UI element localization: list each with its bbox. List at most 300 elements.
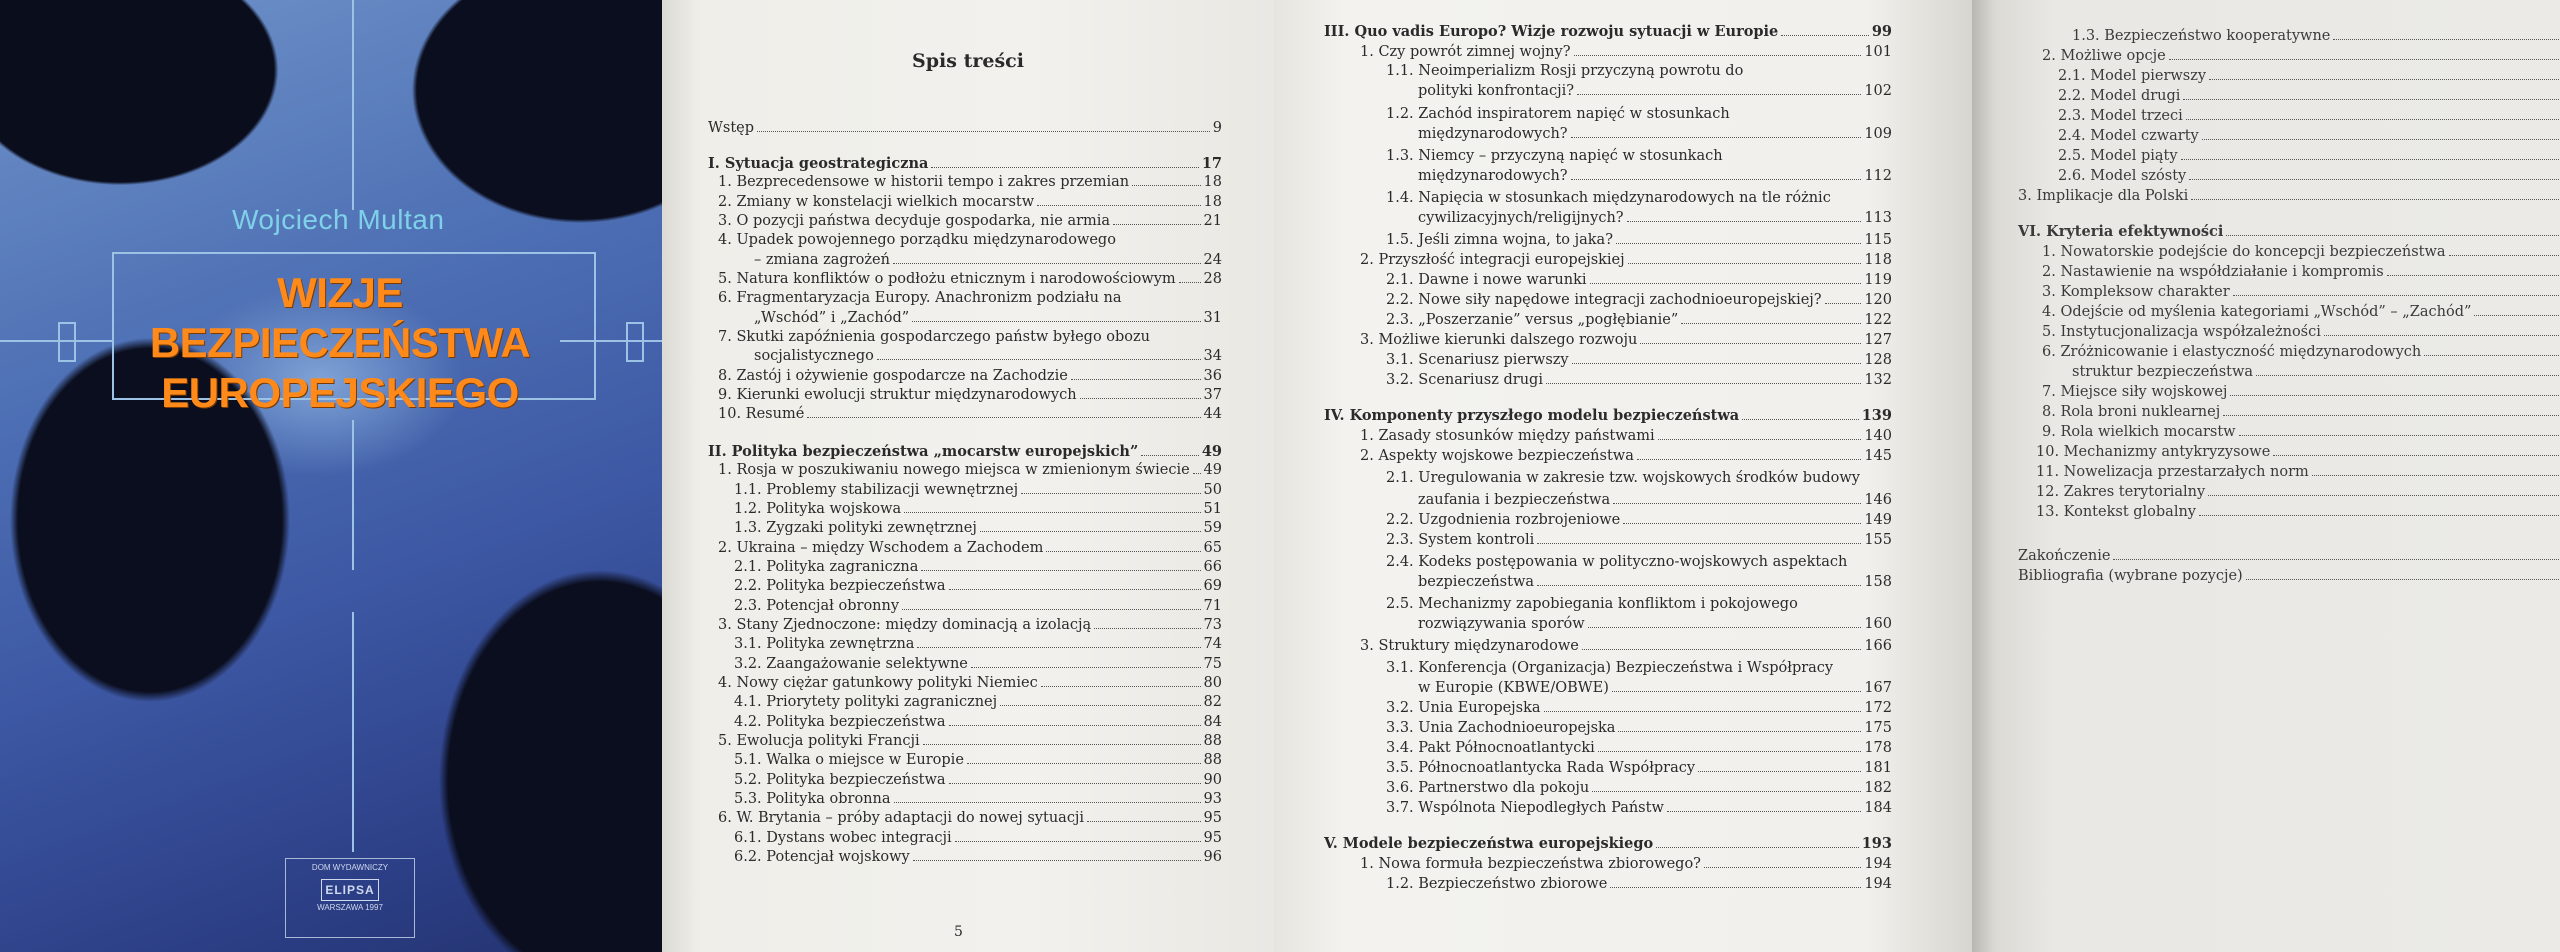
toc-entry	[718, 287, 1222, 306]
toc-leader-dots	[980, 531, 1201, 532]
toc-entry	[734, 556, 1222, 575]
toc-entry	[1386, 60, 1892, 79]
toc-entry-text: 6.2. Potencjał wojskowy	[734, 849, 910, 865]
toc-entry	[734, 498, 1222, 517]
toc-leader-dots	[757, 131, 1210, 132]
toc-entry-page: 75	[1203, 656, 1222, 672]
toc-entry-page: 74	[1203, 636, 1222, 652]
toc-entry-text: 2.3. Potencjał obronny	[734, 598, 900, 614]
toc-entry-text: 1.3. Zygzaki polityki zewnętrznej	[734, 520, 977, 536]
toc-entry	[1324, 405, 1892, 424]
toc-leader-dots	[2169, 59, 2560, 60]
toc-entry-text: 3.2. Unia Europejska	[1386, 700, 1541, 716]
toc-entry	[2058, 145, 2560, 164]
toc-leader-dots	[1612, 691, 1861, 692]
toc-entry	[1386, 187, 1892, 206]
toc-leader-dots	[921, 570, 1200, 571]
toc-entry	[1386, 873, 1892, 892]
toc-leader-dots	[2181, 159, 2560, 160]
toc-entry	[1386, 269, 1892, 288]
toc-entry	[718, 459, 1222, 478]
toc-entry-text: międzynarodowych?	[1418, 126, 1568, 142]
toc-entry-text: III. Quo vadis Europo? Wizje rozwoju sytuacji w Europie	[1324, 23, 1779, 40]
toc-entry-page: 49	[1201, 443, 1222, 460]
toc-entry	[734, 691, 1222, 710]
toc-leader-dots	[923, 744, 1201, 745]
toc-entry	[2036, 481, 2560, 500]
toc-entry-text: 2. Ukraina – między Wschodem a Zachodem	[718, 540, 1044, 556]
toc-entry	[2058, 85, 2560, 104]
toc-entry	[718, 614, 1222, 633]
toc-entry-text: 3. Implikacje dla Polski	[2018, 188, 2189, 204]
toc-leader-dots	[1193, 473, 1201, 474]
toc-entry	[2072, 361, 2560, 380]
toc-entry	[1386, 369, 1892, 388]
toc-entry-text: 8. Zastój i ożywienie gospodarcze na Zachodzie	[718, 368, 1068, 384]
toc-entry-page: 140	[1864, 428, 1892, 444]
toc-entry-page: 172	[1864, 700, 1892, 716]
toc-entry-page: 101	[1864, 44, 1892, 60]
publisher-logo: ELIPSA	[321, 879, 379, 901]
toc-leader-dots	[971, 667, 1201, 668]
toc-leader-dots	[1572, 363, 1862, 364]
toc-leader-dots	[1582, 649, 1861, 650]
toc-entry-page: 122	[1864, 312, 1892, 328]
toc-entry	[2072, 25, 2560, 44]
toc-entry-page: 31	[1203, 310, 1222, 326]
toc-entry	[718, 807, 1222, 826]
toc-leader-dots	[1179, 282, 1201, 283]
toc-entry-page: 112	[1864, 168, 1892, 184]
toc-entry-text: 2. Nastawienie na współdziałanie i kompromis	[2042, 264, 2384, 280]
toc-entry	[718, 537, 1222, 556]
toc-entry-text: 2.2. Uzgodnienia rozbrojeniowe	[1386, 512, 1621, 528]
toc-leader-dots	[904, 512, 1200, 513]
toc-entry-page: 21	[1203, 213, 1222, 229]
toc-leader-dots	[1658, 439, 1862, 440]
toc-entry	[1386, 349, 1892, 368]
toc-entry-page: 139	[1861, 407, 1892, 424]
toc-entry-text: 6. Zróżnicowanie i elastyczność międzynarodowych	[2042, 344, 2422, 360]
cover-line-v1	[352, 0, 354, 210]
toc-entry-page: 24	[1203, 252, 1222, 268]
toc-entry-text: 8. Rola broni nuklearnej	[2042, 404, 2221, 420]
toc-entry-text: Zakończenie	[2018, 548, 2111, 564]
toc-entry-text: 1. Bezprecedensowe w historii tempo i zakres przemian	[718, 174, 1130, 190]
toc-entry	[718, 730, 1222, 749]
toc-entry	[1386, 289, 1892, 308]
toc-entry-text: 4.1. Priorytety polityki zagranicznej	[734, 694, 998, 710]
cover-line-v3	[352, 612, 354, 852]
toc-entry	[734, 595, 1222, 614]
toc-entry-text: II. Polityka bezpieczeństwa „mocarstw europejskich”	[708, 443, 1139, 460]
toc-entry-text: 9. Rola wielkich mocarstw	[2042, 424, 2236, 440]
toc-leader-dots	[2230, 395, 2560, 396]
toc-entry	[718, 229, 1222, 248]
toc-entry-text: 2. Możliwe opcje	[2042, 48, 2166, 64]
toc-entry-text: bezpieczeństwa	[1418, 574, 1535, 590]
toc-leader-dots	[2189, 179, 2560, 180]
toc-leader-dots	[949, 589, 1201, 590]
toc-leader-dots	[1021, 493, 1200, 494]
toc-entry-text: – zmiana zagrożeń	[754, 252, 890, 268]
toc-entry-text: Bibliografia (wybrane pozycje)	[2018, 568, 2243, 584]
toc-entry	[1386, 229, 1892, 248]
toc-leader-dots	[2312, 475, 2560, 476]
toc-entry-text: 4. Odejście od myślenia kategoriami „Wschód” – „Zachód”	[2042, 304, 2472, 320]
cover-line-v2	[352, 420, 354, 570]
toc-entry-text: 2. Zmiany w konstelacji wielkich mocarstw	[718, 194, 1035, 210]
toc-entry-text: międzynarodowych?	[1418, 168, 1568, 184]
toc-entry	[734, 749, 1222, 768]
toc-leader-dots	[2183, 99, 2560, 100]
toc-entry-text: 3. Możliwe kierunki dalszego rozwoju	[1360, 332, 1638, 348]
toc-entry-page: 51	[1203, 501, 1222, 517]
toc-entry	[1386, 697, 1892, 716]
toc-entry-text: cywilizacyjnych/religijnych?	[1418, 210, 1624, 226]
toc-entry-text: 10. Mechanizmy antykryzysowe	[2036, 444, 2271, 460]
toc-title: Spis treści	[912, 50, 1024, 72]
toc-entry-page: 194	[1864, 856, 1892, 872]
toc-entry	[734, 517, 1222, 536]
toc-leader-dots	[1132, 185, 1200, 186]
cover-line-h1	[0, 340, 112, 342]
toc-entry	[718, 171, 1222, 190]
toc-entry	[1386, 797, 1892, 816]
toc-entry-page: 102	[1864, 83, 1892, 99]
toc-entry-page: 160	[1864, 616, 1892, 632]
toc-entry	[754, 307, 1222, 326]
toc-entry-page: 9	[1212, 120, 1222, 136]
toc-leader-dots	[2256, 375, 2560, 376]
toc-page-far	[1972, 0, 2560, 952]
toc-leader-dots	[949, 783, 1201, 784]
toc-entry-page: 95	[1203, 810, 1222, 826]
toc-entry	[734, 769, 1222, 788]
toc-entry-page: 182	[1864, 780, 1892, 796]
toc-entry-page: 120	[1864, 292, 1892, 308]
toc-entry	[734, 711, 1222, 730]
toc-leader-dots	[1623, 523, 1861, 524]
cover-author: Wojciech Multan	[232, 204, 445, 235]
toc-leader-dots	[1610, 887, 1861, 888]
toc-entry-text: 2.5. Mechanizmy zapobiegania konfliktom i pokojowego	[1386, 596, 1798, 612]
toc-entry	[1418, 571, 1892, 590]
toc-entry-text: 3.7. Wspólnota Niepodległych Państw	[1386, 800, 1664, 816]
toc-leader-dots	[2474, 315, 2560, 316]
toc-entry-page: 184	[1864, 800, 1892, 816]
toc-entry	[1360, 635, 1892, 654]
toc-entry-page: 93	[1203, 791, 1222, 807]
toc-leader-dots	[1698, 771, 1861, 772]
toc-entry-text: 3. Kompleksow charakter	[2042, 284, 2230, 300]
toc-leader-dots	[2191, 199, 2560, 200]
toc-entry	[718, 403, 1222, 422]
toc-entry-text: 1.1. Neoimperializm Rosji przyczyną powrotu do	[1386, 63, 1744, 79]
toc-entry	[1418, 207, 1892, 226]
toc-entry	[2042, 45, 2560, 64]
toc-entry-text: 1. Nowa formuła bezpieczeństwa zbiorowego?	[1360, 856, 1701, 872]
toc-leader-dots	[1537, 585, 1861, 586]
toc-leader-dots	[1577, 94, 1861, 95]
toc-entry	[2042, 381, 2560, 400]
toc-entry-text: „Wschód” i „Zachód”	[754, 310, 910, 326]
toc-entry-text: IV. Komponenty przyszłego modelu bezpieczeństwa	[1324, 407, 1740, 424]
toc-entry	[718, 326, 1222, 345]
toc-entry-text: struktur bezpieczeństwa	[2072, 364, 2254, 380]
toc-leader-dots	[2208, 495, 2560, 496]
toc-entry-text: 2.4. Kodeks postępowania w polityczno-wojskowych aspektach	[1386, 554, 1848, 570]
toc-entry-page: 127	[1864, 332, 1892, 348]
toc-leader-dots	[949, 725, 1201, 726]
toc-entry	[1386, 467, 1892, 486]
toc-entry-text: 2.6. Model szósty	[2058, 168, 2187, 184]
cover-title	[100, 268, 580, 418]
toc-entry-text: I. Sytuacja geostrategiczna	[708, 155, 929, 172]
toc-leader-dots	[1592, 791, 1861, 792]
toc-entry	[2042, 321, 2560, 340]
toc-entry	[2058, 105, 2560, 124]
toc-entry-page: 84	[1203, 714, 1222, 730]
toc-entry	[2018, 221, 2560, 240]
toc-entry-text: 10. Resumé	[718, 406, 805, 422]
toc-entry-text: 2.2. Nowe siły napędowe integracji zachodnioeuropejskiej?	[1386, 292, 1822, 308]
toc-entry-page: 88	[1203, 752, 1222, 768]
toc-entry-text: 2.1. Dawne i nowe warunki	[1386, 272, 1587, 288]
publisher-top: DOM WYDAWNICZY	[311, 863, 389, 872]
toc-entry-page: 44	[1203, 406, 1222, 422]
toc-entry	[2018, 545, 2560, 564]
toc-entry	[1386, 309, 1892, 328]
toc-entry-text: 1. Zasady stosunków między państwami	[1360, 428, 1655, 444]
toc-entry	[1324, 21, 1892, 40]
toc-entry-text: 7. Miejsce siły wojskowej	[2042, 384, 2228, 400]
toc-entry-text: 1.3. Niemcy – przyczyną napięć w stosunkach	[1386, 148, 1723, 164]
toc-entry-page: 178	[1864, 740, 1892, 756]
toc-entry	[708, 117, 1222, 136]
toc-entry-text: 1.3. Bezpieczeństwo kooperatywne	[2072, 28, 2331, 44]
toc-leader-dots	[1616, 243, 1861, 244]
page-number: 5	[954, 924, 963, 940]
cover-title-line-3: EUROPEJSKIEGO	[161, 369, 519, 416]
toc-entry-page: 194	[1864, 876, 1892, 892]
toc-entry-text: 1.4. Napięcia w stosunkach międzynarodowych na tle różnic	[1386, 190, 1831, 206]
publisher-bottom: WARSZAWA 1997	[317, 903, 383, 912]
cover-frame-small-right	[626, 322, 644, 362]
toc-entry	[734, 575, 1222, 594]
toc-entry-text: 12. Zakres terytorialny	[2036, 484, 2206, 500]
toc-entry	[1386, 145, 1892, 164]
toc-entry	[1386, 509, 1892, 528]
toc-entry	[1360, 445, 1892, 464]
toc-entry-page: 167	[1864, 680, 1892, 696]
toc-entry-text: 2.4. Model czwarty	[2058, 128, 2199, 144]
toc-entry-text: 1.5. Jeśli zimna wojna, to jaka?	[1386, 232, 1613, 248]
toc-entry-text: 2.1. Model pierwszy	[2058, 68, 2207, 84]
toc-leader-dots	[1742, 419, 1859, 420]
toc-entry-page: 166	[1864, 638, 1892, 654]
toc-leader-dots	[1613, 503, 1861, 504]
toc-entry	[708, 153, 1222, 172]
toc-entry-text: 1. Rosja w poszukiwaniu nowego miejsca w zmienionym świecie	[718, 462, 1190, 478]
toc-entry	[754, 249, 1222, 268]
toc-leader-dots	[1000, 705, 1200, 706]
toc-entry-page: 49	[1203, 462, 1222, 478]
toc-entry-text: 3. Struktury międzynarodowe	[1360, 638, 1579, 654]
toc-leader-dots	[1046, 551, 1200, 552]
toc-entry-page: 18	[1203, 174, 1222, 190]
toc-entry	[1386, 657, 1892, 676]
toc-entry-text: 6. Fragmentaryzacja Europy. Anachronizm podziału na	[718, 290, 1122, 306]
toc-leader-dots	[1041, 686, 1201, 687]
toc-entry-page: 50	[1203, 482, 1222, 498]
toc-entry-text: 2.1. Uregulowania w zakresie tzw. wojskowych środków budowy	[1386, 470, 1860, 486]
toc-entry	[718, 268, 1222, 287]
toc-entry-text: 3.1. Scenariusz pierwszy	[1386, 352, 1569, 368]
toc-entry	[718, 365, 1222, 384]
toc-entry-text: 7. Skutki zapóźnienia gospodarczego państw byłego obozu	[718, 329, 1151, 345]
toc-leader-dots	[894, 802, 1201, 803]
toc-entry	[734, 827, 1222, 846]
toc-leader-dots	[2223, 415, 2560, 416]
toc-entry-text: 4. Nowy ciężar gatunkowy polityki Niemiec	[718, 675, 1038, 691]
toc-entry-text: 9. Kierunki ewolucji struktur międzynarodowych	[718, 387, 1077, 403]
toc-entry-text: 3.2. Zaangażowanie selektywne	[734, 656, 968, 672]
toc-leader-dots	[1590, 283, 1862, 284]
book-cover	[0, 0, 662, 952]
toc-leader-dots	[1667, 811, 1861, 812]
toc-entry-page: 158	[1864, 574, 1892, 590]
toc-entry-page: 66	[1203, 559, 1222, 575]
toc-entry-text: 1. Czy powrót zimnej wojny?	[1360, 44, 1571, 60]
toc-entry-text: 2.2. Polityka bezpieczeństwa	[734, 578, 946, 594]
toc-entry	[2036, 461, 2560, 480]
toc-entry	[1324, 833, 1892, 852]
toc-entry	[2042, 261, 2560, 280]
toc-entry	[2018, 565, 2560, 584]
toc-entry-page: 36	[1203, 368, 1222, 384]
toc-entry-text: 3. Stany Zjednoczone: między dominacją a izolacją	[718, 617, 1092, 633]
toc-leader-dots	[955, 841, 1201, 842]
toc-entry-page: 17	[1201, 155, 1222, 172]
toc-entry-text: 2.1. Polityka zagraniczna	[734, 559, 919, 575]
toc-leader-dots	[1037, 205, 1200, 206]
toc-entry-page: 149	[1864, 512, 1892, 528]
toc-entry-page: 132	[1864, 372, 1892, 388]
toc-leader-dots	[2226, 235, 2560, 236]
toc-entry	[2042, 241, 2560, 260]
toc-leader-dots	[1825, 303, 1862, 304]
toc-entry-text: 3.5. Północnoatlantycka Rada Współpracy	[1386, 760, 1696, 776]
toc-entry-page: 88	[1203, 733, 1222, 749]
toc-entry	[1418, 165, 1892, 184]
toc-leader-dots	[2449, 255, 2560, 256]
toc-leader-dots	[1704, 867, 1861, 868]
toc-entry	[718, 672, 1222, 691]
toc-entry-page: 59	[1203, 520, 1222, 536]
toc-entry	[2042, 281, 2560, 300]
toc-leader-dots	[893, 263, 1201, 264]
toc-entry	[1386, 103, 1892, 122]
toc-entry	[2058, 125, 2560, 144]
cover-title-line-2: BEZPIECZEŃSTWA	[149, 319, 531, 366]
toc-leader-dots	[1637, 459, 1861, 460]
toc-entry-page: 113	[1864, 210, 1892, 226]
toc-entry-text: 2.2. Model drugi	[2058, 88, 2181, 104]
toc-entry	[1418, 677, 1892, 696]
toc-entry	[734, 633, 1222, 652]
toc-entry	[1386, 593, 1892, 612]
toc-entry-text: 2.5. Model piąty	[2058, 148, 2178, 164]
toc-entry-text: 3.4. Pakt Północnoatlantycki	[1386, 740, 1595, 756]
toc-entry	[1386, 717, 1892, 736]
toc-entry-page: 119	[1864, 272, 1892, 288]
toc-entry-text: 2.3. Model trzeci	[2058, 108, 2183, 124]
toc-entry	[1386, 777, 1892, 796]
toc-leader-dots	[1571, 137, 1862, 138]
toc-entry	[1360, 853, 1892, 872]
toc-entry-page: 193	[1861, 835, 1892, 852]
toc-leader-dots	[1071, 379, 1201, 380]
toc-leader-dots	[902, 609, 1201, 610]
toc-entry	[2042, 341, 2560, 360]
toc-entry	[1418, 80, 1892, 99]
toc-entry-text: rozwiązywania sporów	[1418, 616, 1585, 632]
cover-frame-small-left	[58, 322, 76, 362]
toc-entry-text: 3.1. Polityka zewnętrzna	[734, 636, 915, 652]
toc-entry-page: 175	[1864, 720, 1892, 736]
toc-entry-text: 1.2. Bezpieczeństwo zbiorowe	[1386, 876, 1608, 892]
toc-entry-text: 3.2. Scenariusz drugi	[1386, 372, 1543, 388]
toc-entry	[1360, 329, 1892, 348]
toc-entry-page: 115	[1864, 232, 1892, 248]
toc-entry-page: 109	[1864, 126, 1892, 142]
toc-entry-page: 96	[1203, 849, 1222, 865]
toc-leader-dots	[1627, 221, 1862, 222]
toc-entry-page: 28	[1203, 271, 1222, 287]
toc-leader-dots	[1588, 627, 1862, 628]
toc-entry-text: 3.3. Unia Zachodnioeuropejska	[1386, 720, 1616, 736]
toc-leader-dots	[1574, 55, 1862, 56]
toc-leader-dots	[2113, 559, 2560, 560]
toc-entry-text: 3.1. Konferencja (Organizacja) Bezpieczeństwa i Współpracy	[1386, 660, 1834, 676]
toc-leader-dots	[807, 417, 1200, 418]
toc-leader-dots	[2324, 335, 2560, 336]
toc-entry-text: 2.3. System kontroli	[1386, 532, 1535, 548]
toc-entry-text: polityki konfrontacji?	[1418, 83, 1575, 99]
toc-page-right	[1274, 0, 1972, 952]
toc-entry-text: 4. Upadek powojennego porządku międzynarodowego	[718, 232, 1116, 248]
toc-entry-page: 37	[1203, 387, 1222, 403]
toc-entry	[754, 345, 1222, 364]
cover-title-line-1: WIZJE	[277, 269, 403, 316]
toc-entry-page: 99	[1871, 23, 1892, 40]
toc-entry-text: 5. Natura konfliktów o podłożu etnicznym i narodowościowym	[718, 271, 1176, 287]
toc-entry-page: 118	[1864, 252, 1892, 268]
toc-page-left	[662, 0, 1274, 952]
toc-entry	[1418, 123, 1892, 142]
toc-entry-page: 80	[1203, 675, 1222, 691]
toc-entry	[734, 479, 1222, 498]
toc-entry-page: 146	[1864, 492, 1892, 508]
toc-leader-dots	[1141, 455, 1199, 456]
toc-entry	[1386, 737, 1892, 756]
toc-entry-page: 69	[1203, 578, 1222, 594]
toc-entry	[1418, 613, 1892, 632]
toc-entry	[718, 210, 1222, 229]
toc-entry-text: 1. Nowatorskie podejście do koncepcji bezpieczeństwa	[2042, 244, 2446, 260]
toc-entry-text: 11. Nowelizacja przestarzałych norm	[2036, 464, 2309, 480]
